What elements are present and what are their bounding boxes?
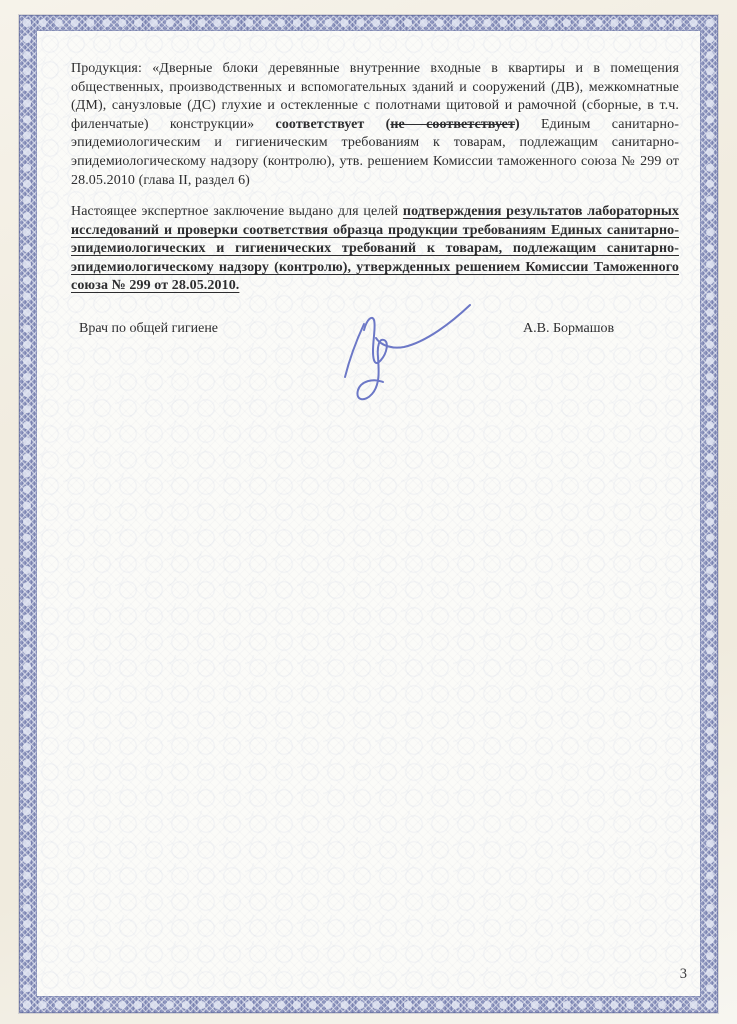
paragraph-product-conformity xyxy=(71,60,679,190)
signatory-role-label: Врач по общей гигиене xyxy=(79,321,219,336)
signatory-name: А.В. Бормашов xyxy=(523,321,615,336)
guilloche-border-frame xyxy=(19,15,718,1013)
strike-open-paren: ( xyxy=(364,116,391,132)
paragraph-conclusion-purpose xyxy=(71,203,679,296)
page-number: 3 xyxy=(679,966,687,982)
document-page-body xyxy=(37,31,700,996)
purpose-text-before: Настоящее экспертное заключение выдано для целей xyxy=(71,204,403,219)
conforms-bold-word: соответствует xyxy=(275,116,365,132)
strike-close-paren: ) xyxy=(514,116,541,132)
purpose-underlined-text: подтверждения результатов лабораторных исследований и проверки соответствия образца продукции требованиям Единых санитарно-эпидемиологических и гигиенических требований к товарам, подлежащим санитарно-эпидемиологическому надзору (контролю), утвержденных решением Комиссии Таможенного союза № 299 от 28.05.2010. xyxy=(71,204,679,294)
product-text-before: Продукция: «Дверные блоки деревянные внутренние входные в квартиры и в помещения общественных, производственных и вспомогательных зданий и сооружений (ДВ), межкомнатные (ДМ), санузловые (ДС) глухие и остекленные с полотнами щитовой и рамочной (сборные, в т.ч. филенчатые) конструкции» xyxy=(71,61,679,132)
handwritten-signature xyxy=(331,293,477,415)
not-conforms-struck-text: не соответствует xyxy=(390,116,515,132)
product-text-after: Единым санитарно-эпидемиологическим и гигиеническим требованиям к товарам, подлежащим санитарно-эпидемиологическому надзору (контролю), утв. решением Комиссии таможенного союза № 299 от 28.05.2010 (глава II, раздел 6) xyxy=(71,116,679,188)
